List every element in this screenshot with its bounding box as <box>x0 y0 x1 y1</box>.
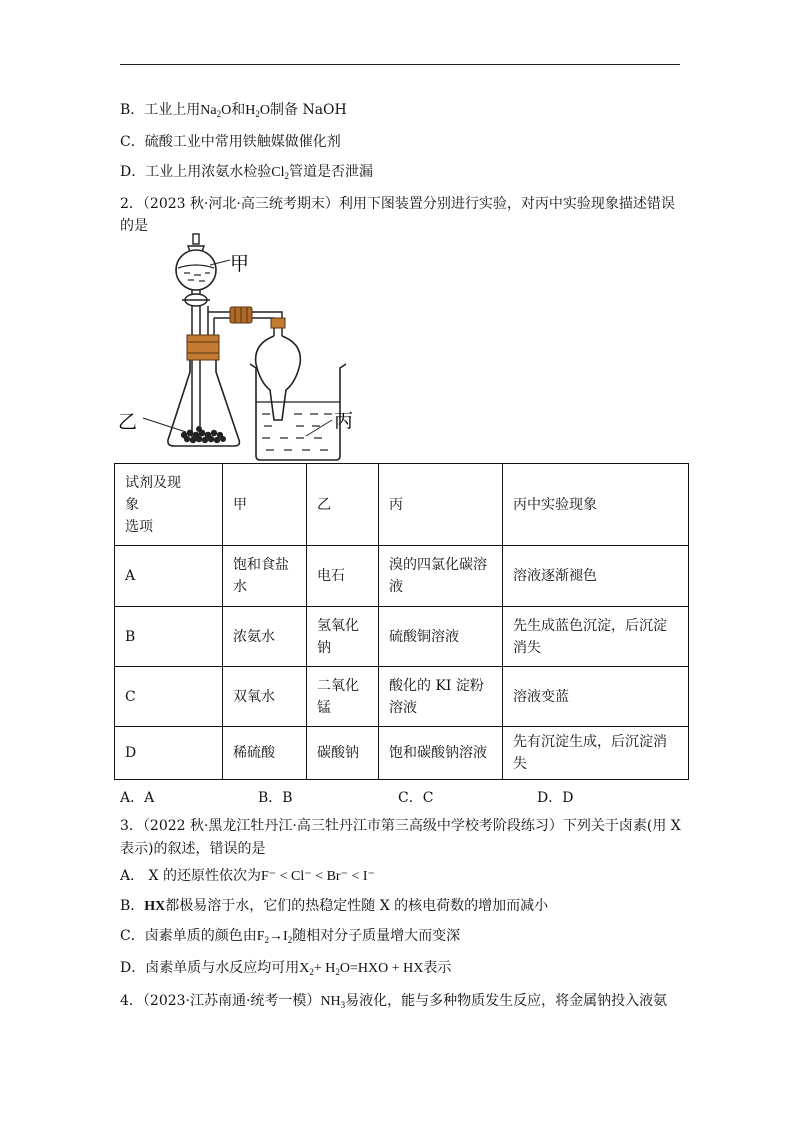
q3-option-b: B．HX都极易溶于水，它们的热稳定性随 X 的核电荷数的增加而减小 <box>120 898 549 914</box>
formula-nh3: $NH_3$ <box>320 994 346 1010</box>
header-jia: 甲 <box>223 464 307 546</box>
table-header-row <box>115 464 689 546</box>
row-bing: 硫酸铜溶液 <box>379 607 503 667</box>
row-jia: 饱和食盐水 <box>223 546 307 607</box>
row-yi: 电石 <box>307 546 379 607</box>
q3-option-a: A． X 的还原性依次为F⁻ < Cl⁻ < Br⁻ < I⁻ <box>120 868 375 884</box>
row-bing: 饱和碳酸钠溶液 <box>379 727 503 780</box>
header-yi: 乙 <box>307 464 379 546</box>
choice-c[interactable]: C．C <box>398 790 434 806</box>
row-jia: 双氧水 <box>223 667 307 727</box>
q2-stem: 2．（2023 秋·河北·高三统考期末）利用下图装置分别进行实验，对丙中实验现象描述错误的是 <box>120 196 675 234</box>
q3-option-d: D．卤素单质与水反应均可用$X_2+ H_2O=HXO$ + HX表示 <box>120 960 452 977</box>
formula-hx: HX <box>144 899 166 914</box>
row-bing: 酸化的 KI 淀粉溶液 <box>379 667 503 727</box>
formula-na2o: $Na_2O$ <box>200 103 232 119</box>
row-phenomenon: 溶液变蓝 <box>503 667 689 727</box>
row-yi: 二氧化锰 <box>307 667 379 727</box>
q3-stem: 3．（2022 秋·黑龙江牡丹江·高三牡丹江市第三高级中学校考阶段练习）下列关于卤素(用 X 表示)的叙述，错误的是 <box>120 818 681 857</box>
q3-option-c: C．卤素单质的颜色由$F_2\to I_2$随相对分子质量增大而变深 <box>120 928 461 945</box>
row-yi: 碳酸钠 <box>307 727 379 780</box>
inverted-funnel <box>256 336 301 420</box>
row-jia: 稀硫酸 <box>223 727 307 780</box>
table-corner-cell: 试剂及现 象 选项 <box>115 464 223 546</box>
choice-a[interactable]: A．A <box>120 790 155 806</box>
label-yi: 乙 <box>118 411 138 433</box>
row-option: C <box>115 667 223 727</box>
row-phenomenon: 溶液逐渐褪色 <box>503 546 689 607</box>
choice-d[interactable]: D．D <box>537 790 574 806</box>
q1-option-c: C．硫酸工业中常用铁触媒做催化剂 <box>120 134 341 150</box>
q1-option-d: D．工业上用浓氨水检验$Cl_2$管道是否泄漏 <box>120 164 373 181</box>
q1-option-b: B．工业上用$Na_2O$和$H_2O$制备 NaOH <box>120 102 347 119</box>
row-option: D <box>115 727 223 780</box>
formula-halide-order: F⁻ < Cl⁻ < Br⁻ < I⁻ <box>260 869 375 884</box>
table-row <box>115 727 689 780</box>
flask-stopper <box>187 335 219 360</box>
table-row <box>115 607 689 667</box>
q4-stem: 4．（2023·江苏南通·统考一模）$NH_3$易液化，能与多种物质发生反应，将金属钠投入液氨 <box>120 993 668 1010</box>
header-phenomenon: 丙中实验现象 <box>503 464 689 546</box>
header-bing: 丙 <box>379 464 503 546</box>
choice-b[interactable]: B．B <box>258 790 293 806</box>
row-yi: 氢氧化钠 <box>307 607 379 667</box>
formula-cl2: $Cl_2$ <box>271 165 289 181</box>
formula-h2o: $H_2O$ <box>245 103 270 119</box>
row-jia: 浓氨水 <box>223 607 307 667</box>
label-bing: 丙 <box>334 410 354 432</box>
row-option: B <box>115 607 223 667</box>
options-table <box>114 463 689 780</box>
row-phenomenon: 先有沉淀生成，后沉淀消失 <box>503 727 689 780</box>
row-bing: 溴的四氯化碳溶液 <box>379 546 503 607</box>
label-jia: 甲 <box>230 253 250 275</box>
funnel-stopper <box>193 234 199 244</box>
row-option: A <box>115 546 223 607</box>
table-row <box>115 667 689 727</box>
formula-halogen-water: $X_2+ H_2O=HXO$ + HX <box>299 961 424 977</box>
beaker-liquid <box>262 414 332 450</box>
table-row <box>115 546 689 607</box>
apparatus-figure <box>110 232 370 464</box>
row-phenomenon: 先生成蓝色沉淀，后沉淀消失 <box>503 607 689 667</box>
solid-reagent <box>181 426 226 443</box>
formula-f2-i2: $F_2\to I_2$ <box>256 929 293 945</box>
funnel-bulb <box>176 250 216 290</box>
header-rule <box>120 64 680 65</box>
